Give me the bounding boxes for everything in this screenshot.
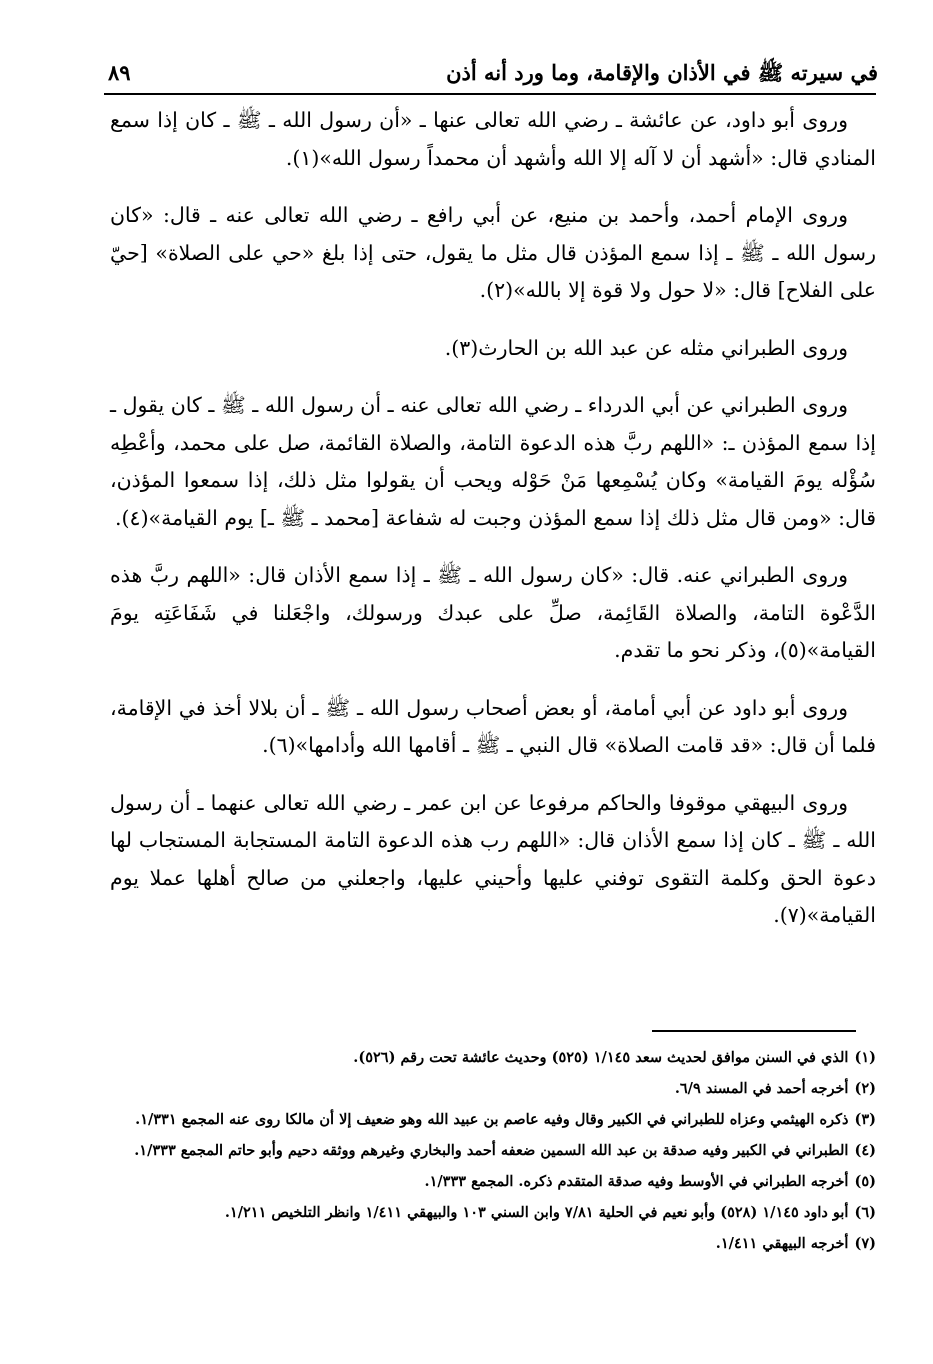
footnote-number: (٣) xyxy=(854,1111,876,1128)
footnote-text: ذكره الهيثمي وعزاه للطبراني في الكبير وقال وفيه عاصم بن عبيد الله وهو ضعيف إلا أن مالكا روى عنه المجمع ١/٣٣١. xyxy=(135,1111,849,1128)
footnote-4 xyxy=(118,1137,876,1164)
footnote-text: الطبراني في الكبير وفيه صدقة بن عبد الله السمين ضعفه أحمد والبخاري وغيرهم ووثقه دحيم وأبو حاتم المجمع ١/٣٣٣. xyxy=(134,1142,849,1159)
footnote-6 xyxy=(118,1199,876,1226)
paragraph-6: وروى أبو داود عن أبي أمامة، أو بعض أصحاب رسول الله ـ ﷺ ـ أن بلالا أخذ في الإقامة، فلما أن قال: «قد قامت الصلاة» قال النبي ـ ﷺ ـ أقامها الله وأدامها»(٦). xyxy=(110,695,876,757)
header-title: في سيرته ﷺ في الأذان والإقامة، وما ورد أنه أذن xyxy=(446,60,878,85)
footnote-number: (١) xyxy=(854,1049,876,1066)
footnote-2 xyxy=(118,1075,876,1102)
running-header xyxy=(108,56,878,96)
footnote-number: (٢) xyxy=(854,1080,876,1097)
footnote-number: (٦) xyxy=(854,1204,876,1221)
footnotes xyxy=(118,1044,876,1261)
footnote-text: أخرجه البيهقي ١/٤١١. xyxy=(715,1235,849,1252)
footnote-3 xyxy=(118,1106,876,1133)
footnote-number: (٥) xyxy=(854,1173,876,1190)
paragraph-1: وروى أبو داود، عن عائشة ـ رضي الله تعالى عنها ـ «أن رسول الله ـ ﷺ ـ كان إذا سمع المنادي قال: «أشهد أن لا آله إلا الله وأشهد أن محمداً رسول الله»(١). xyxy=(110,108,876,170)
page-number: ٨٩ xyxy=(108,60,131,85)
footnote-1 xyxy=(118,1044,876,1071)
footnote-text: أخرجه الطبراني في الأوسط وفيه صدقة المتقدم ذكره. المجمع ١/٣٣٣. xyxy=(424,1173,849,1190)
paragraph-2: وروى الإمام أحمد، وأحمد بن منيع، عن أبي رافع ـ رضي الله تعالى عنه ـ قال: «كان رسول الله ـ ﷺ ـ إذا سمع المؤذن قال مثل ما يقول، حتى إذا بلغ «حي على الصلاة» [حيّ على الفلاح] قال: «لا حول ولا قوة إلا بالله»(٢). xyxy=(110,203,876,302)
main-text xyxy=(110,102,876,955)
header-rule xyxy=(104,93,876,95)
paragraph-7: وروى البيهقي موقوفا والحاكم مرفوعا عن ابن عمر ـ رضي الله تعالى عنهما ـ أن رسول الله ـ ﷺ ـ كان إذا سمع الأذان قال: «اللهم رب هذه الدعوة التامة المستجابة المستجاب لها دعوة الحق وكلمة التقوى توفني عليها وأحيني عليها، واجعلني من صالح أهلها عملا يوم القيامة»(٧). xyxy=(110,790,876,927)
footnote-text: الذي في السنن موافق لحديث سعد ١/١٤٥ (٥٢٥) وحديث عائشة تحت رقم (٥٢٦). xyxy=(353,1049,849,1066)
paragraph-3: وروى الطبراني مثله عن عبد الله بن الحارث(٣). xyxy=(444,335,848,360)
paragraph-5: وروى الطبراني عنه. قال: «كان رسول الله ـ ﷺ ـ إذا سمع الأذان قال: «اللهم ربَّ هذه الدَّعْوة التامة، والصلاة القَائِمة، صلِّ على عبدك ورسولك، واجْعَلنا في شَفَاعَتِه يومَ القيامة»(٥)، وذكر نحو ما تقدم. xyxy=(110,563,876,662)
footnote-number: (٧) xyxy=(854,1235,876,1252)
footnote-text: أبو داود ١/١٤٥ (٥٢٨) وأبو نعيم في الحلية ٧/٨١ وابن السني ١٠٣ والبيهقي ١/٤١١ وانظر التلخيص ١/٢١١. xyxy=(224,1204,849,1221)
footnote-separator xyxy=(652,1030,856,1032)
footnote-number: (٤) xyxy=(854,1142,876,1159)
footnote-text: أخرجه أحمد في المسند ٦/٩. xyxy=(674,1080,849,1097)
paragraph-4: وروى الطبراني عن أبي الدرداء ـ رضي الله تعالى عنه ـ أن رسول الله ـ ﷺ ـ كان يقول ـ إذا سمع المؤذن ـ: «اللهم ربَّ هذه الدعوة التامة، والصلاة القائمة، صل على محمد، وأعْطِه سُؤْله يومَ القيامة» وكان يُسْمِعها مَنْ حَوْله ويحب أن يقولوا مثل ذلك، إذا سمعوا المؤذن، قال: «ومن قال مثل ذلك إذا سمع المؤذن وجبت له شفاعة [محمد ـ ﷺ ـ] يوم القيامة»(٤). xyxy=(110,393,876,530)
footnote-7 xyxy=(118,1230,876,1257)
footnote-5 xyxy=(118,1168,876,1195)
